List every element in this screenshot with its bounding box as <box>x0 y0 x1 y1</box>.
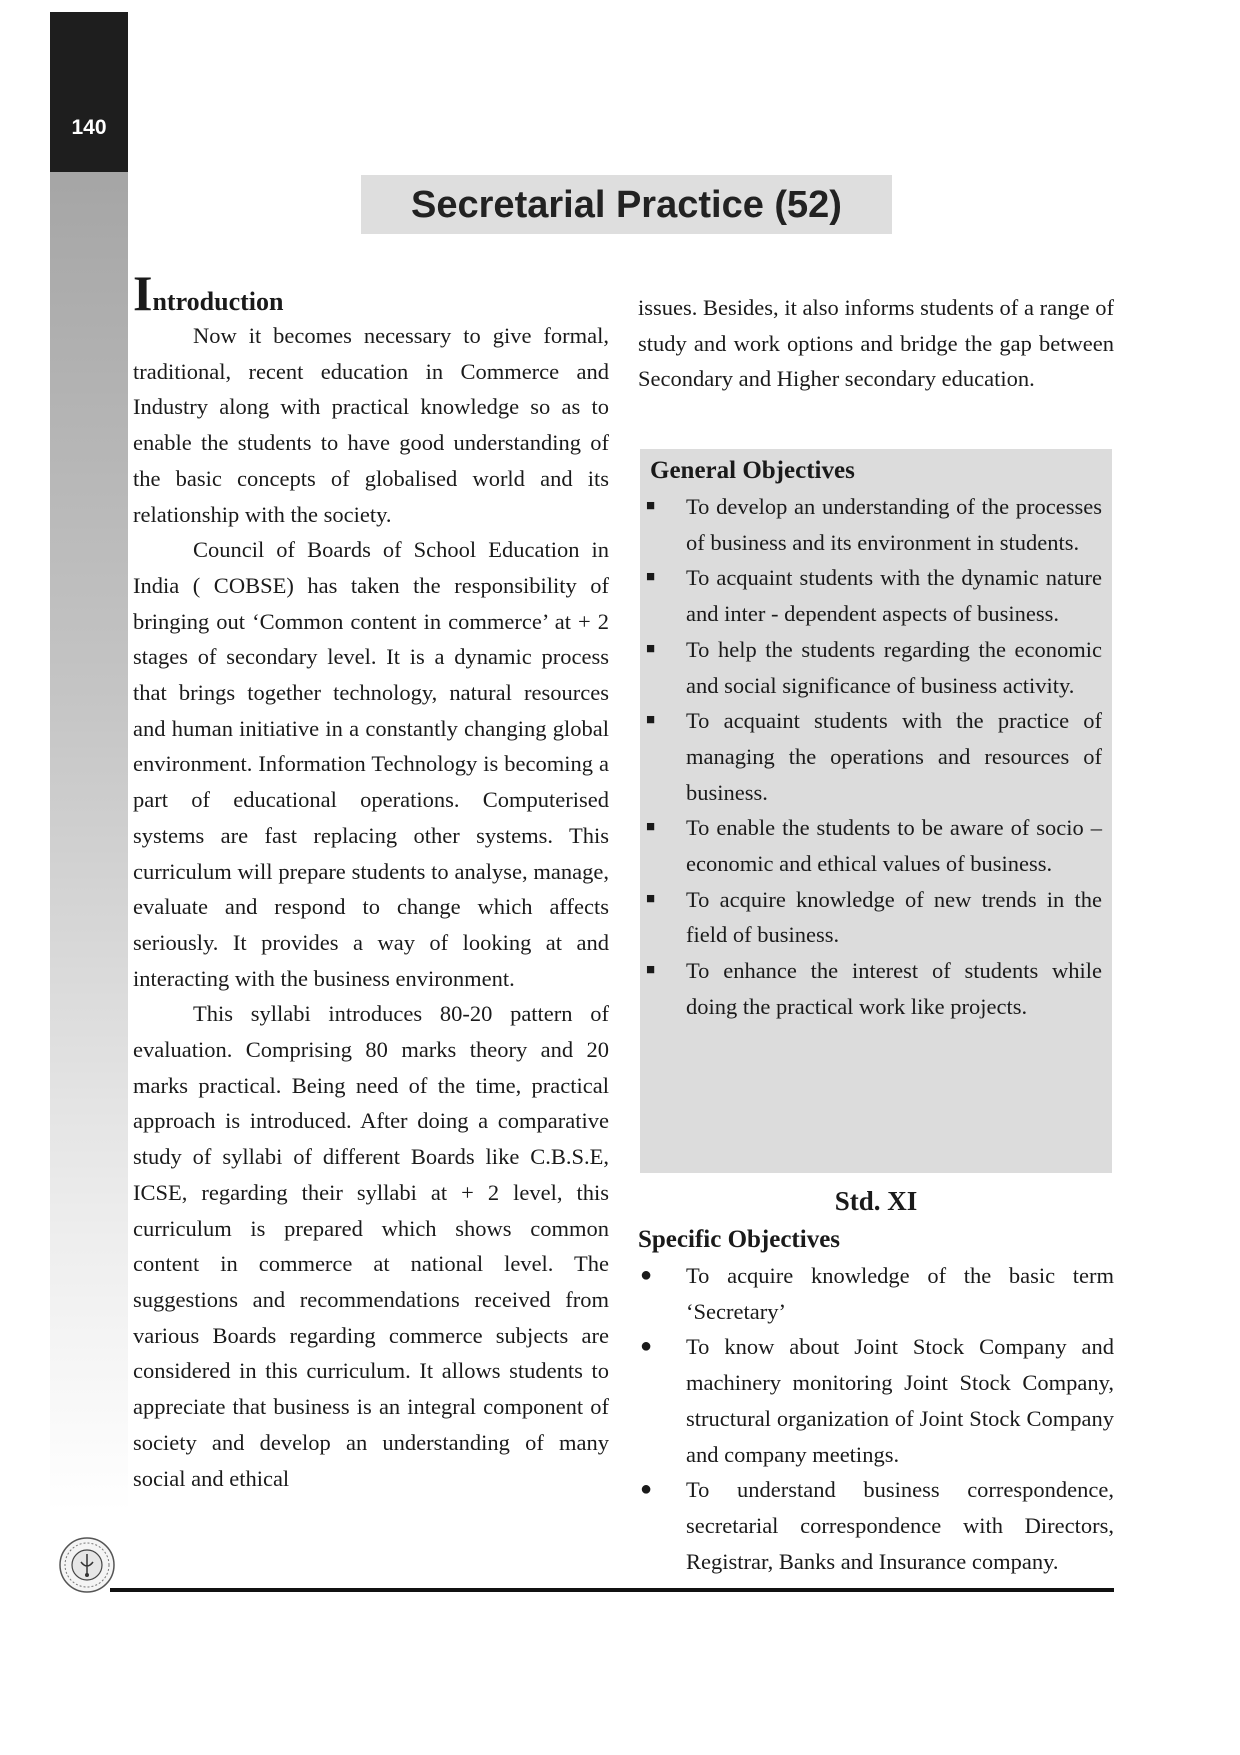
list-item <box>638 1472 1114 1579</box>
introduction-heading-rest: ntroduction <box>152 287 284 316</box>
round-bullet-icon: ● <box>640 1478 653 1501</box>
list-item <box>646 953 1102 1024</box>
specific-objectives-list <box>638 1258 1114 1579</box>
round-bullet-icon: ● <box>640 1335 653 1358</box>
list-item <box>646 489 1102 560</box>
introduction-heading <box>133 265 609 322</box>
objective-text: To develop an understanding of the processes of business and its environment in students. <box>686 494 1102 555</box>
intro-paragraph: Council of Boards of School Education in India ( COBSE) has taken the responsibility of bringing out ‘Common content in commerce’ at + 2 stages of secondary level. It is a dynamic process that brings together technology, natural resources and human initiative in a constantly changing global environment. Information Technology is becoming a part of educational operations. Computerised systems are fast replacing other systems. This curriculum will prepare students to analyse, manage, evaluate and respond to change which affects seriously. It provides a way of looking at and interacting with the business environment. <box>133 537 609 991</box>
list-item <box>646 560 1102 631</box>
objective-text: To enable the students to be aware of socio – economic and ethical values of business. <box>686 815 1102 877</box>
general-objectives-heading: General Objectives <box>650 457 855 484</box>
bottom-rule <box>110 1588 1114 1592</box>
list-item <box>646 810 1102 881</box>
square-bullet-icon: ■ <box>646 498 656 514</box>
objective-text: To acquaint students with the dynamic nature and inter - dependent aspects of business. <box>686 565 1102 627</box>
square-bullet-icon: ■ <box>646 640 656 657</box>
page-number: 140 <box>71 116 107 139</box>
dropcap: I <box>133 265 153 321</box>
side-margin-bar <box>50 12 128 1512</box>
intro-continuation: issues. Besides, it also informs students of a range of study and work options and bridge the gap between Secondary and Higher secondary education. <box>638 295 1114 392</box>
specific-objectives <box>638 1222 1114 1579</box>
list-item <box>638 1258 1114 1329</box>
std-heading: Std. XI <box>834 1186 918 1216</box>
square-bullet-icon: ■ <box>646 819 656 836</box>
board-seal-icon <box>58 1536 116 1594</box>
objective-text: To understand business correspondence, secretarial correspondence with Directors, Registrar, Banks and Insurance company. <box>686 1477 1114 1574</box>
square-bullet-icon: ■ <box>646 569 656 586</box>
objective-text: To enhance the interest of students while doing the practical work like projects. <box>686 958 1102 1019</box>
page-title: Secretarial Practice (52) <box>411 184 842 226</box>
objective-text: To help the students regarding the economic and social significance of business activity. <box>686 636 1102 698</box>
round-bullet-icon: ● <box>640 1264 653 1286</box>
list-item <box>646 882 1102 953</box>
introduction-column <box>133 265 609 1496</box>
general-objectives-list <box>646 489 1102 1025</box>
page-number-tab <box>50 12 128 172</box>
general-objectives <box>646 453 1102 1025</box>
objective-text: To acquaint students with the practice of managing the operations and resources of business. <box>686 708 1102 805</box>
square-bullet-icon: ■ <box>646 712 656 729</box>
objective-text: To acquire knowledge of new trends in the field of business. <box>686 886 1102 948</box>
square-bullet-icon: ■ <box>646 890 656 907</box>
intro-paragraph: This syllabi introduces 80-20 pattern of evaluation. Comprising 80 marks theory and 20 marks practical. Being need of the time, practical approach is introduced. After doing a comparative study of syllabi of different Boards like C.B.S.E, ICSE, regarding their syllabi at + 2 level, this curriculum is prepared which shows common content in commerce at national level. The suggestions and recommendations received from various Boards regarding commerce subjects are considered in this curriculum. It allows students to appreciate that business is an integral component of society and develop an understanding of many social and ethical <box>133 1001 609 1491</box>
objective-text: To know about Joint Stock Company and machinery monitoring Joint Stock Company, structural organization of Joint Stock Company and company meetings. <box>686 1334 1114 1467</box>
list-item <box>638 1329 1114 1472</box>
specific-objectives-heading: Specific Objectives <box>638 1226 841 1253</box>
square-bullet-icon: ■ <box>646 962 656 979</box>
continuation-column <box>638 290 1114 397</box>
intro-paragraph: Now it becomes necessary to give formal, traditional, recent education in Commerce and Industry along with practical knowledge so as to enable the students to have good understanding of the basic concepts of globalised world and its relationship with the society. <box>133 323 609 527</box>
objective-text: To acquire knowledge of the basic term ‘Secretary’ <box>686 1263 1114 1324</box>
list-item <box>646 703 1102 810</box>
list-item <box>646 632 1102 703</box>
